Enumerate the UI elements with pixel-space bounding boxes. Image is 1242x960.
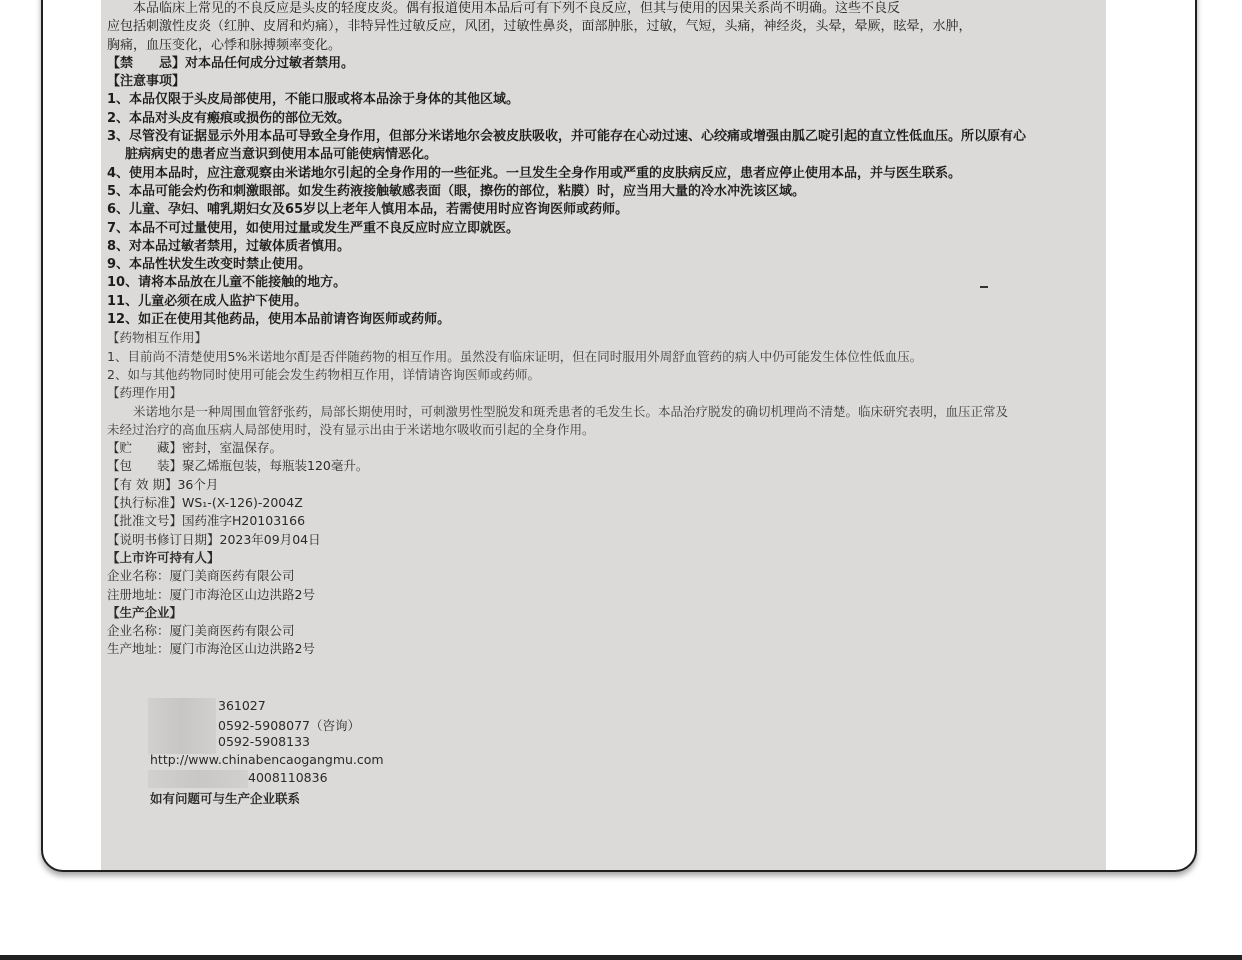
maker-name: 企业名称：厦门美商医药有限公司	[107, 623, 295, 639]
holder-name: 企业名称：厦门美商医药有限公司	[107, 568, 295, 584]
postcode: 361027	[218, 698, 266, 713]
precaution-item: 1、本品仅限于头皮局部使用，不能口服或将本品涂于身体的其他区域。	[107, 92, 520, 108]
standard: 【执行标准】WS₁-(X-126)-2004Z	[107, 495, 303, 511]
holder-address: 注册地址：厦门市海沧区山边洪路2号	[107, 586, 315, 602]
contact-note: 如有问题可与生产企业联系	[150, 791, 301, 806]
precaution-item: 6、儿童、孕妇、哺乳期妇女及65岁以上老年人慎用本品，若需使用时应咨询医师或药师。	[107, 202, 629, 218]
interaction-item: 1、目前尚不清楚使用5%米诺地尔酊是否伴随药物的相互作用。虽然没有临床证明，但在同时服用外周舒血管药的病人中仍可能发生体位性低血压。	[107, 348, 923, 364]
precautions-heading: 【注意事项】	[107, 74, 186, 90]
adverse-line-3: 胸痛，血压变化，心悸和脉搏频率变化。	[107, 37, 342, 53]
adverse-line-2: 应包括刺激性皮炎（红肿、皮屑和灼痛），非特异性过敏反应，风团，过敏性鼻炎，面部肿胀，过敏，气短，头痛，神经炎，头晕，晕厥，眩晕，水肿，	[107, 19, 972, 35]
precaution-item: 11、儿童必须在成人监护下使用。	[107, 293, 308, 309]
precaution-item: 2、本品对头皮有瘢痕或损伤的部位无效。	[107, 110, 351, 126]
redacted-label-block-2	[148, 770, 248, 788]
adverse-line-1: 本品临床上常见的不良反应是头皮的轻度皮炎。偶有报道使用本品后可有下列不良反应，但其与使用的因果关系尚不明确。这些不良反	[133, 1, 901, 16]
validity: 【有 效 期】36个月	[107, 476, 219, 492]
hotline: 4008110836	[248, 770, 328, 785]
storage: 【贮 藏】密封，室温保存。	[107, 440, 283, 456]
precaution-item: 8、对本品过敏者禁用，过敏体质者慎用。	[107, 238, 351, 254]
pharmacology-heading: 【药理作用】	[107, 385, 183, 401]
print-mark	[980, 286, 988, 288]
phone-fax: 0592-5908133	[218, 734, 310, 749]
precaution-item: 9、本品性状发生改变时禁止使用。	[107, 257, 312, 273]
redacted-label-block	[148, 698, 216, 754]
pharmacology-text: 米诺地尔是一种周围血管舒张药，局部长期使用时，可刺激男性型脱发和斑秃患者的毛发生长。本品治疗脱发的确切机理尚不清楚。临床研究表明，血压正常及未经过治疗的高血压病人局部使用时，没有显示出由于米诺地尔吸收而引起的全身作用。	[107, 403, 1009, 437]
drug-leaflet-text	[107, 1, 1082, 659]
bottom-border	[0, 955, 1242, 960]
revision-date: 【说明书修订日期】2023年09月04日	[107, 531, 321, 547]
approval-number: 【批准文号】国药准字H20103166	[107, 513, 306, 529]
holder-heading: 【上市许可持有人】	[107, 549, 220, 565]
maker-heading: 【生产企业】	[107, 604, 183, 620]
precaution-item: 5、本品可能会灼伤和刺激眼部。如发生药液接触敏感表面（眼，擦伤的部位，粘膜）时，应当用大量的冷水冲洗该区域。	[107, 183, 806, 199]
interaction-item: 2、如与其他药物同时使用可能会发生药物相互作用，详情请咨询医师或药师。	[107, 366, 540, 382]
website-link: http://www.chinabencaogangmu.com	[150, 752, 384, 767]
contraindication: 【禁 忌】对本品任何成分过敏者禁用。	[107, 55, 355, 71]
phone-consult: 0592-5908077（咨询）	[218, 718, 360, 733]
package: 【包 装】聚乙烯瓶包装，每瓶装120毫升。	[107, 458, 369, 474]
precaution-item: 12、如正在使用其他药品，使用本品前请咨询医师或药师。	[107, 312, 451, 328]
interactions-heading: 【药物相互作用】	[107, 330, 208, 346]
maker-address: 生产地址：厦门市海沧区山边洪路2号	[107, 641, 315, 657]
precaution-item: 4、使用本品时，应注意观察由米诺地尔引起的全身作用的一些征兆。一旦发生全身作用或严重的皮肤病反应，患者应停止使用本品，并与医生联系。	[107, 165, 962, 181]
precaution-item: 7、本品不可过量使用，如使用过量或发生严重不良反应时应立即就医。	[107, 220, 520, 236]
precaution-item: 10、请将本品放在儿童不能接触的地方。	[107, 275, 347, 291]
precaution-item: 3、尽管没有证据显示外用本品可导致全身作用，但部分米诺地尔会被皮肤吸收，并可能存在心动过速、心绞痛或增强由胍乙啶引起的直立性低血压。所以原有心脏病病史的患者应当意识到使用本品可能使病情恶化。	[107, 129, 1027, 163]
